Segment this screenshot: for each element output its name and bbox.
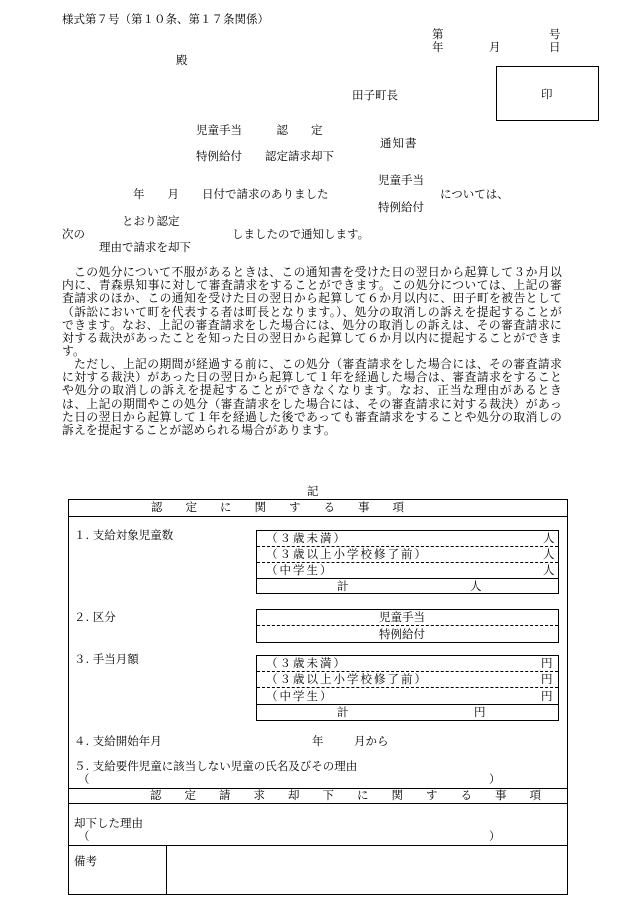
date-month: 月 (489, 40, 501, 54)
notice-paragraph-2: ただし、上記の期間が経過する前に、この処分（審査請求をした場合には、その審査請求に対する裁決）があった日の翌日から起算して１年を経過した場合は、審査請求をすることや処分の取消しの訴えを提起することができなくなります。なお、正当な理由があるときは、上記の期間やこの処分（審査請求をした場合には、その審査請求に対する裁決）があった日の翌日から起算して１年を経過した後であっても審査請求をすることや処分の取消しの訴えを提起することが認められる場合があります。 (62, 357, 562, 438)
date-year: 年 (432, 40, 444, 54)
item4-label: ４. 支給開始年月 (74, 734, 162, 748)
body1-option-b: 特例給付 (378, 200, 424, 214)
item1-row1-label: （３歳未満） (266, 531, 347, 545)
notice-paragraph-1: この処分について不服があるときは、この通知書を受けた日の翌日から起算して３か月以内に、青森県知事に対して審査請求をすることができます。この処分については、上記の審査請求のほか、この通知を受けた日の翌日から起算して６か月以内に、田子町を被告として（訴訟において町を代表する者は町長となります。）、処分の取消しの訴えを提起することができます。なお、上記の審査請求をした場合には、処分の取消しの訴えは、その審査請求に対する裁決があったことを知った日の翌日から起算して６か月以内に提起することができます。 (62, 265, 562, 359)
body2-option-a: とおり認定 (122, 214, 180, 228)
issuer: 田子町長 (352, 88, 398, 102)
item5-close-paren: ） (489, 772, 501, 786)
body1-date-text: 年 月 日付で請求のありました (133, 187, 329, 201)
item1-row2-unit: 人 (543, 547, 555, 561)
body1-option-a: 児童手当 (378, 173, 424, 187)
body2-option-b: 理由で請求を却下 (99, 240, 191, 254)
item1-total-unit: 人 (470, 579, 482, 593)
item3-row2-unit: 円 (541, 672, 553, 686)
item5-open-paren: （ (78, 772, 90, 786)
ki-label: 記 (307, 484, 319, 498)
seal-box (496, 66, 599, 121)
item2-option-2: 特例給付 (379, 627, 425, 641)
body1-tail: については、 (440, 187, 509, 201)
rejection-reason-label: 却下した理由 (74, 816, 143, 830)
item1-row3-label: （中学生） (266, 563, 334, 577)
body2-prefix: 次の (62, 227, 85, 241)
item3-total-label: 計 (337, 705, 349, 719)
item3-total-unit: 円 (474, 705, 486, 719)
item3-row3-label: （中学生） (266, 689, 334, 703)
doc-number-go: 号 (549, 27, 561, 41)
seal-label: 印 (541, 87, 553, 101)
title-option-1: 児童手当 認 定 (196, 123, 323, 137)
doc-number-dai: 第 (432, 27, 444, 41)
title-suffix: 通知書 (380, 136, 418, 150)
item4-month-from: 月から (354, 734, 389, 748)
item1-row3-unit: 人 (543, 563, 555, 577)
item3-row3-unit: 円 (541, 689, 553, 703)
item2-option-1: 児童手当 (379, 610, 425, 624)
item5-label: ５. 支給要件児童に該当しない児童の氏名及びその理由 (74, 759, 358, 773)
item1-label: １. 支給対象児童数 (74, 528, 174, 542)
item3-label: ３. 手当月額 (74, 652, 139, 666)
form-number: 様式第７号（第１０条、第１７条関係） (62, 12, 269, 26)
item3-row1-unit: 円 (541, 656, 553, 670)
item1-row1-unit: 人 (543, 531, 555, 545)
addressee-suffix: 殿 (176, 53, 188, 67)
item1-row2-label: （３歳以上小学校修了前） (266, 547, 428, 561)
date-day: 日 (549, 40, 561, 54)
section2-header: 認 定 請 求 却 下 に 関 す る 事 項 (150, 788, 541, 802)
body2-tail: しましたので通知します。 (232, 227, 370, 241)
item2-label: ２. 区分 (74, 610, 116, 624)
item3-row1-label: （３歳未満） (266, 656, 347, 670)
item1-total-label: 計 (337, 579, 349, 593)
remarks-label: 備考 (74, 854, 97, 868)
title-option-2: 特例給付 認定請求却下 (196, 149, 334, 163)
rejection-close-paren: ） (489, 829, 501, 843)
item3-row2-label: （３歳以上小学校修了前） (266, 672, 428, 686)
rejection-open-paren: （ (78, 829, 90, 843)
item4-year: 年 (312, 734, 324, 748)
section1-header: 認 定 に 関 す る 事 項 (151, 500, 404, 514)
